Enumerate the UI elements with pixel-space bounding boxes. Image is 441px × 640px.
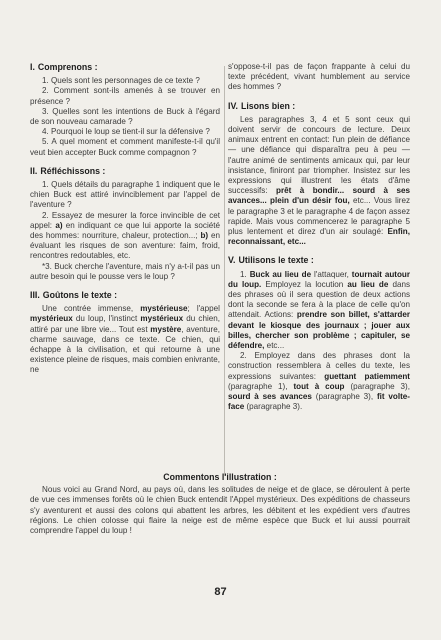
section-heading-reflechissons: II. Réfléchissons : [30,165,106,176]
commentons-heading: Commentons l'illustration : [163,472,277,482]
commentons-section [30,472,410,536]
goutons-paragraph: Une contrée immense, mystérieuse; l'appel mystérieux du loup, l'instinct mystérieux du chien, attiré par une libre vie... Tout est mystère, aventure, charme sauvage, dans ce texte. Ce chien, qui échappe à la civilisation, et qui retourne à une existence pleine de risques, mais combien enivrante, ne [30,304,220,375]
goutons-continuation: s'oppose-t-il pas de façon frappante à celui du texte précédent, vivant humblement au service des hommes ? [228,62,410,92]
exercise-5-2: 2. Employez dans des phrases dont la construction ressemblera à celles du texte, les expressions suivantes: guettant patiemment (paragraphe 1), tout à coup (paragraphe 3), sourd à ses avances (paragraphe 3), fit volte-face (paragraphe 3). [228,351,411,412]
question-1-4: 4. Pourquoi le loup se tient-il sur la défensive ? [42,127,210,137]
question-2-1: 1. Quels détails du paragraphe 1 indiquent que le chien Buck est attiré invinciblement par l'appel de l'aventure ? [30,180,220,210]
left-column [30,62,220,376]
question-2-3: *3. Buck cherche l'aventure, mais n'y a-t-il pas un autre besoin qui le pousse vers le loup ? [30,261,220,281]
question-1-2: 2. Comment sont-ils amenés à se trouver en présence ? [30,86,220,106]
question-1-1: 1. Quels sont les personnages de ce texte ? [42,76,200,86]
question-1-3: 3. Quelles sont les intentions de Buck à l'égard de son nouveau camarade ? [30,106,220,127]
lisons-paragraph: Les paragraphes 3, 4 et 5 sont ceux qui doivent servir de concours de lecture. Deux animaux entrent en contact: l'un plein de défiance — une défiance qui disparaîtra peu à peu — l'autre animé de sentiments amicaux qui, par leur insistance, finiront par triompher. Insistez sur les expressions qui illustrent les états d'âme successifs: prêt à bondir... sourd à ses avances... plein d'un désir fou, etc... Vous lirez le paragraphe 3 et le paragraphe 4 de façon assez rapide. Mais vous commencerez le paragraphe 5 plus lentement et direz d'un air soulagé: Enfin, reconnaissant, etc... [228,114,410,247]
section-heading-comprenons: I. Comprenons : [30,62,98,72]
question-1-5: 5. A quel moment et comment manifeste-t-il qu'il veut bien accepter Buck comme compagnon ? [30,137,220,157]
exercise-5-1: 1. Buck au lieu de l'attaquer, tournait autour du loup. Employez la locution au lieu de dans des phrases où il sera question de deux actions dont la seconde se fera à la place de celle qu'on attendait. Actions: prendre son billet, s'attarder devant le kiosque des journaux ; jouer aux billes, chercher son problème ; capituler, se défendre, etc... [228,269,411,351]
question-2-2: 2. Essayez de mesurer la force invincible de cet appel: a) en indiquant ce que lui apporte la société des hommes: nourriture, chaleur, protection...; b) en évaluant les risques de son aventure: faim, froid, rencontres redoutables, etc. [30,210,220,261]
section-heading-utilisons: V. Utilisons le texte : [228,255,314,266]
commentons-paragraph: Nous voici au Grand Nord, au pays où, dans les solitudes de neige et de glace, se déroulent à perte de vue ces immenses forêts où le chien Buck entendit l'Appel mystérieux. Des expéditions de chasseurs s'y aventurent et aussi des colons qui abattent les arbres, les débitent et les expédient vers d'autres régions. Le chien colosse qui flaire la neige est de même espèce que Buck et lui aussi pourrait comprendre l'appel du loup ! [30,485,410,536]
section-heading-goutons: III. Goûtons le texte : [30,290,118,301]
column-divider [224,66,225,476]
page-number: 87 [214,586,227,598]
section-heading-lisons: IV. Lisons bien : [228,100,296,111]
right-column [228,62,410,413]
